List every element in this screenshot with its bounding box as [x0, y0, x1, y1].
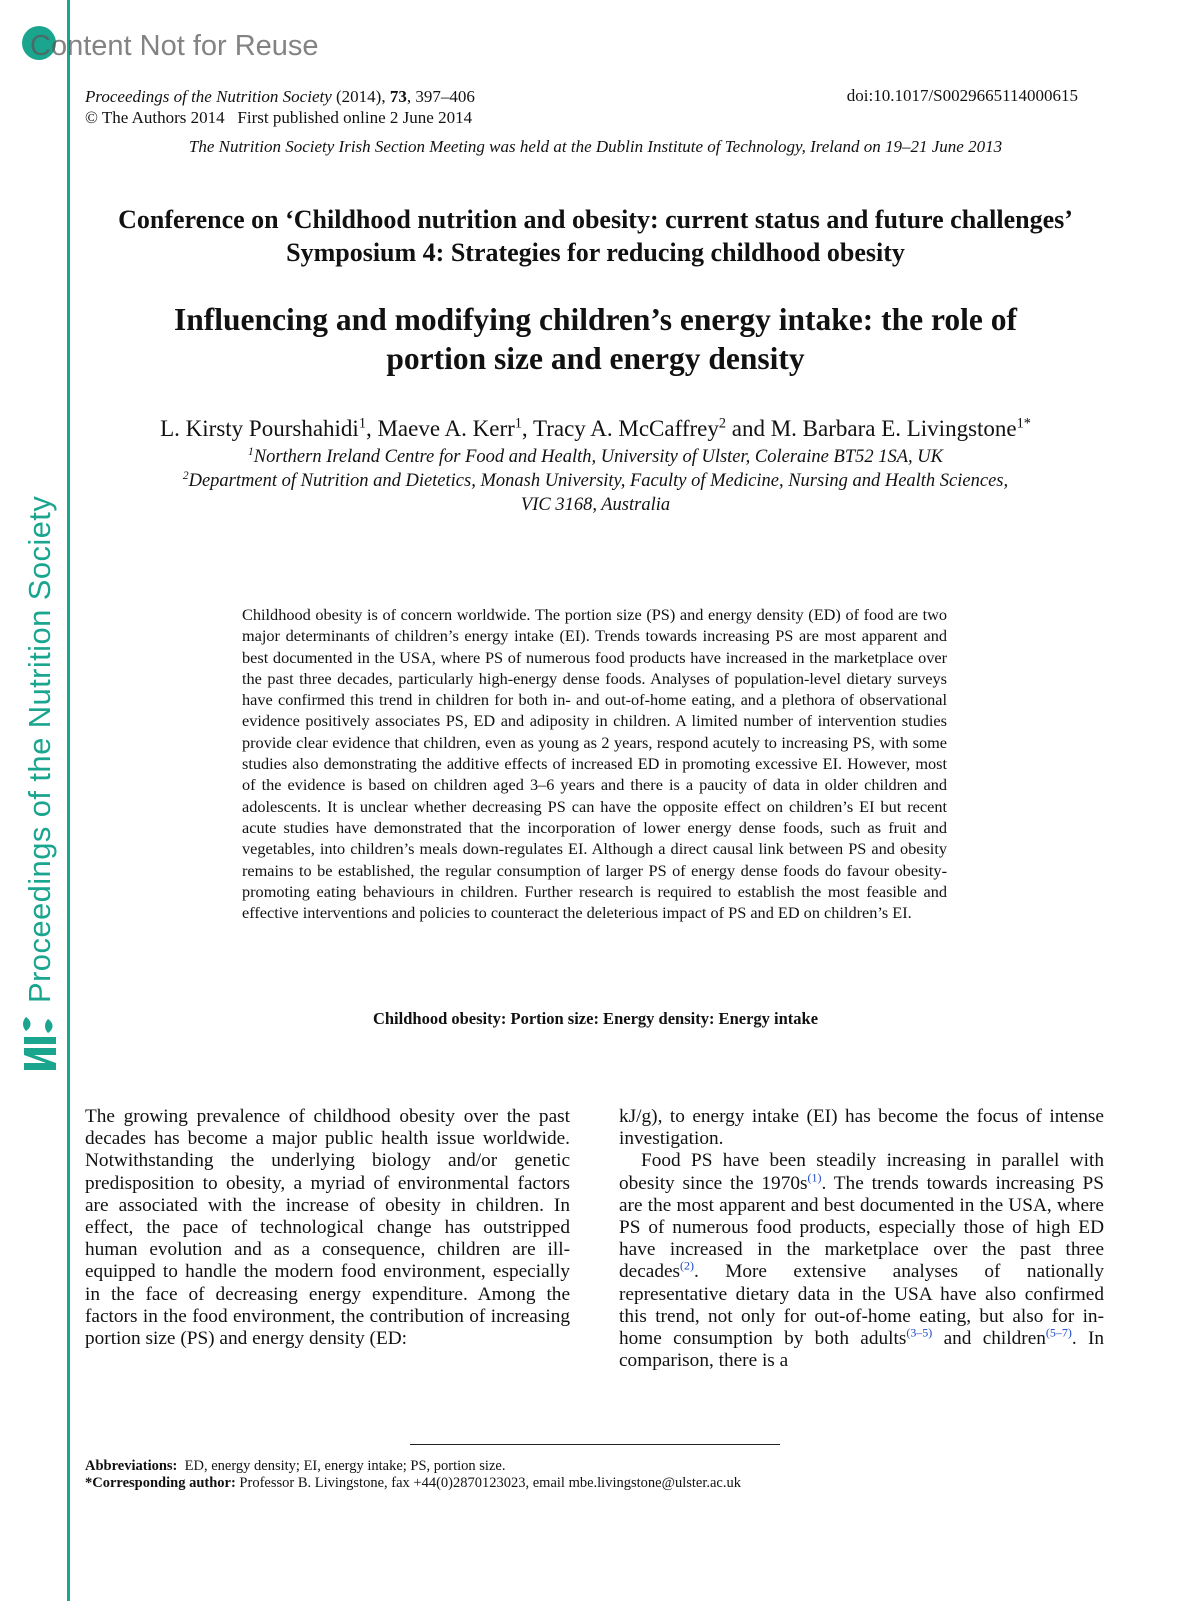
footnotes	[85, 1458, 741, 1492]
body-text: Food PS have been steadily increasing in parallel with obesity since the 1970s	[619, 1150, 1104, 1194]
author-name[interactable]: L. Kirsty Pourshahidi	[160, 416, 359, 441]
body-column-right	[619, 1106, 1104, 1372]
affiliation-marker: 2	[718, 415, 726, 432]
conference-title: Conference on ‘Childhood nutrition and obesity: current status and future challenges’	[118, 205, 1073, 234]
body-paragraph: The growing prevalence of childhood obesity over the past decades has become a major public health issue worldwide. Notwithstanding the underlying biology and/or genetic predisposition to obesity, a myriad of environmental factors are associated with the increase of obesity in children. In effect, the pace of technological change has outstripped human evolution and as a consequence, children are ill-equipped to handle the modern food environment, especially in the face of decreasing energy expenditure. Among the factors in the food environment, the contribution of increasing portion size (PS) and energy density (ED:	[85, 1106, 570, 1350]
corresponding-author-text: Professor B. Livingstone, fax +44(0)2870123023, email mbe.livingstone@ulster.ac.uk	[239, 1475, 741, 1491]
volume: 73	[389, 87, 407, 106]
page-range: , 397–406	[406, 87, 475, 106]
body-text: . More extensive analyses of nationally representative dietary data in the USA have also confirmed this trend, not only for out-of-home eating, but also for in-home consumption by both adults	[619, 1261, 1104, 1350]
affiliation-2-cont: VIC 3168, Australia	[520, 495, 671, 515]
copyright: © The Authors 2014	[85, 108, 225, 127]
corresponding-author-label: *Corresponding author:	[85, 1475, 236, 1491]
footnote-divider	[410, 1444, 780, 1445]
symposium-title: Symposium 4: Strategies for reducing childhood obesity	[286, 238, 905, 267]
reference-link[interactable]: (2)	[680, 1259, 694, 1273]
affiliation-1: Northern Ireland Centre for Food and Health, University of Ulster, Coleraine BT52 1SA, UK	[253, 447, 943, 467]
body-paragraph	[619, 1150, 1104, 1372]
abbreviations-label: Abbreviations:	[85, 1458, 178, 1474]
author-list	[80, 415, 1111, 443]
body-paragraph: kJ/g), to energy intake (EI) has become the focus of intense investigation.	[619, 1106, 1104, 1150]
citation-year: (2014),	[331, 87, 390, 106]
journal-header	[85, 86, 475, 128]
affiliation-marker: 1	[248, 445, 254, 458]
journal-name: Proceedings of the Nutrition Society	[85, 87, 332, 106]
affiliation-marker: 1*	[1016, 415, 1031, 432]
body-column-left	[85, 1106, 570, 1350]
doi-link[interactable]: doi:10.1017/S0029665114000615	[846, 86, 1078, 105]
affiliation-marker: 1	[358, 415, 366, 432]
margin-accent-line	[67, 0, 70, 1601]
abbreviations-text: ED, energy density; EI, energy intake; PS, portion size.	[184, 1458, 506, 1474]
reference-link[interactable]: (1)	[807, 1170, 822, 1185]
journal-side-title: Proceedings of the Nutrition Society	[22, 495, 57, 1003]
keywords: Childhood obesity: Portion size: Energy density: Energy intake	[372, 1009, 819, 1028]
affiliation-marker: 2	[182, 469, 189, 482]
body-text: . The trends towards increasing PS are the most apparent and best documented in the USA, where PS of numerous food products, especially those of high ED have increased in the marketplace over the past three decades	[619, 1172, 1104, 1283]
affiliation-marker: 1	[514, 415, 522, 432]
body-text: . In comparison, there is a	[619, 1328, 1105, 1372]
nutrition-society-logo-icon	[20, 1015, 60, 1080]
author-name[interactable]: , Maeve A. Kerr	[365, 416, 515, 441]
published-date: First published online 2 June 2014	[237, 108, 473, 127]
body-text: and children	[932, 1328, 1046, 1350]
meeting-note: The Nutrition Society Irish Section Meeting was held at the Dublin Institute of Technology, Ireland on 19–21 June 2013	[188, 137, 1003, 156]
reference-link[interactable]: (3–5)	[906, 1325, 933, 1340]
author-name[interactable]: , Tracy A. McCaffrey	[521, 416, 719, 441]
affiliation-2: Department of Nutrition and Dietetics, Monash University, Faculty of Medicine, Nursing and Health Sciences,	[188, 471, 1009, 491]
watermark: Content Not for Reuse	[30, 30, 319, 62]
affiliations	[80, 445, 1111, 517]
reference-link[interactable]: (5–7)	[1045, 1325, 1072, 1340]
conference-heading	[80, 203, 1111, 269]
paper-title: Influencing and modifying children’s energy intake: the role of portion size and energy density	[174, 302, 1017, 376]
abstract: Childhood obesity is of concern worldwide. The portion size (PS) and energy density (ED) of food are two major determinants of children’s energy intake (EI). Trends towards increasing PS are most apparent and best documented in the USA, where PS of numerous food products have increased in the marketplace over the past three decades, particularly high-energy dense foods. Analyses of population-level dietary surveys have confirmed this trend in children for both in- and out-of-home eating, and a plethora of observational evidence positively associates PS, ED and adiposity in children. A limited number of intervention studies provide clear evidence that children, even as young as 2 years, respond acutely to increasing PS, with some studies also demonstrating the additive effects of increased ED in promoting excessive EI. However, most of the evidence is based on children aged 3–6 years and there is a paucity of data in older children and adolescents. It is unclear whether decreasing PS can have the opposite effect on children’s EI but recent acute studies have demonstrated that the incorporation of lower energy dense foods, such as fruit and vegetables, into children’s meals down-regulates EI. Although a direct causal link between PS and obesity remains to be established, the regular consumption of larger PS of energy dense foods do favour obesity-promoting eating behaviours in children. Further research is required to establish the most feasible and effective interventions and policies to counteract the deleterious impact of PS and ED on children’s EI.	[242, 605, 947, 923]
author-name[interactable]: and M. Barbara E. Livingstone	[726, 416, 1017, 441]
